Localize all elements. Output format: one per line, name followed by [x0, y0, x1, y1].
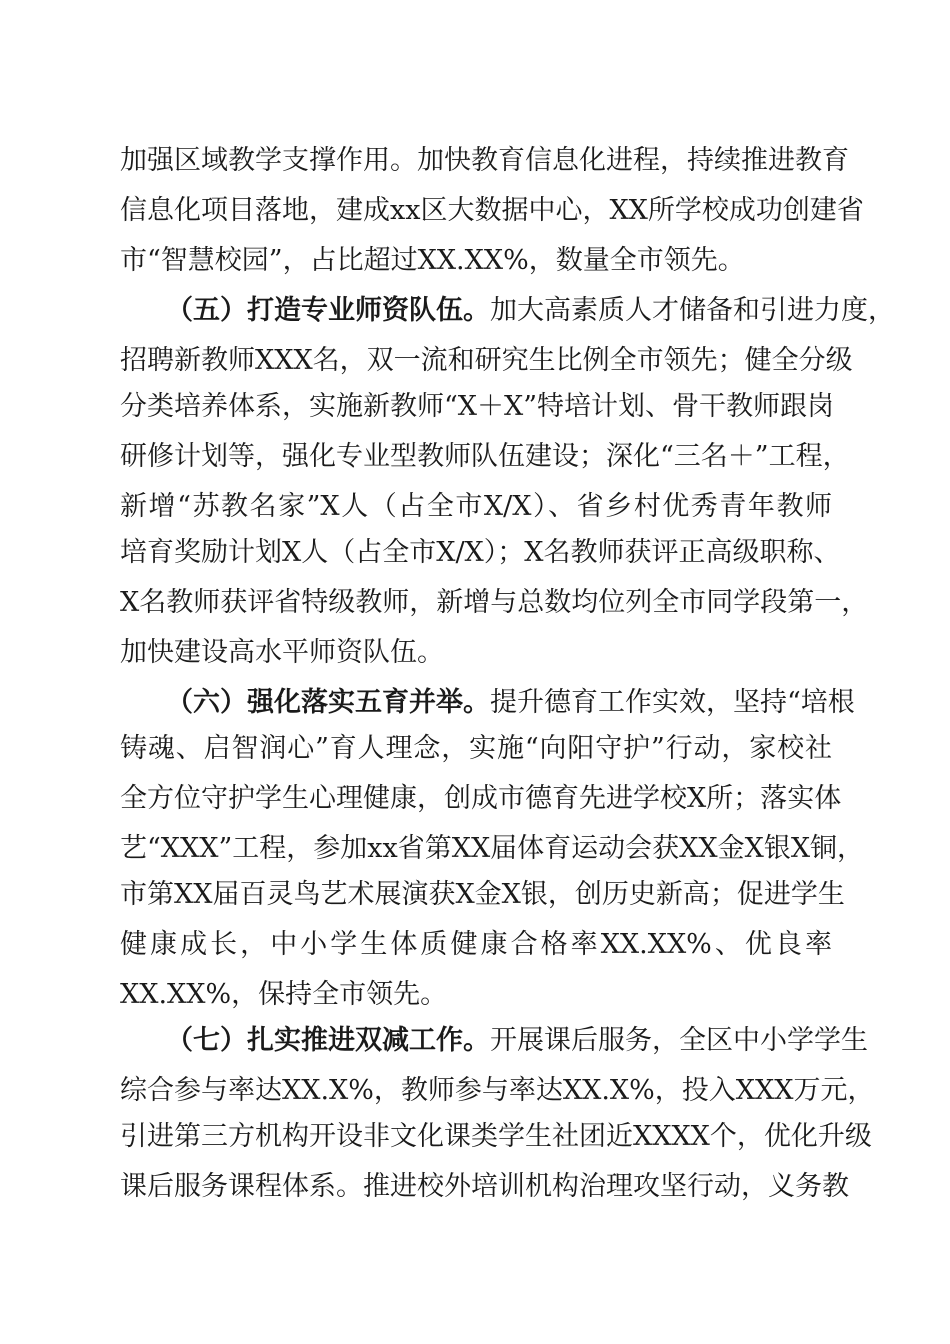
- intro-line-3: 市“智慧校园”，占比超过XX.XX%，数量全市领先。: [120, 245, 745, 276]
- section-7-line-4: 课后服务课程体系。推进校外培训机构治理攻坚行动，义务教: [120, 1171, 849, 1202]
- intro-line-2: 信息化项目落地，建成xx区大数据中心，XX所学校成功创建省: [120, 195, 864, 226]
- intro-line-1: 加强区域教学支撑作用。加快教育信息化进程，持续推进教育: [120, 145, 849, 176]
- section-6-line-5: 市第XX届百灵鸟艺术展演获X金X银，创历史新高；促进学生: [120, 879, 845, 910]
- section-7-first-line-text: 开展课后服务，全区中小学学生: [490, 1025, 868, 1056]
- section-6-first-line-text: 提升德育工作实效，坚持“培根: [490, 687, 855, 718]
- section-6-line-4: 艺“XXX”工程，参加xx省第XX届体育运动会获XX金X银X铜，: [120, 833, 865, 864]
- section-5-line-3: 分类培养体系，实施新教师“X＋X”特培计划、骨干教师跟岗: [120, 391, 835, 422]
- section-5-line-4: 研修计划等，强化专业型教师队伍建设；深化“三名＋”工程，: [120, 441, 850, 472]
- section-5-first-line-text: 加大高素质人才储备和引进力度，: [490, 295, 895, 326]
- section-5-line-2: 招聘新教师XXX名，双一流和研究生比例全市领先；健全分级: [120, 345, 853, 376]
- section-7-heading: （七）扎实推进双减工作。: [166, 1025, 490, 1056]
- section-6-line-6: 健康成长，中小学生体质健康合格率XX.XX%、优良率: [120, 929, 832, 960]
- section-6-line-3: 全方位守护学生心理健康，创成市德育先进学校X所；落实体: [120, 783, 842, 814]
- section-5-line-5: 新增“苏教名家”X人（占全市X/X）、省乡村优秀青年教师: [120, 491, 832, 522]
- section-6-line-7: XX.XX%，保持全市领先。: [120, 979, 448, 1010]
- section-6-first-line: [166, 680, 855, 726]
- section-5-first-line: [166, 288, 895, 334]
- section-6-heading: （六）强化落实五育并举。: [166, 687, 490, 718]
- section-6-line-2: 铸魂、启智润心”育人理念，实施“向阳守护”行动，家校社: [120, 733, 832, 764]
- section-7-line-2: 综合参与率达XX.X%，教师参与率达XX.X%，投入XXX万元，: [120, 1075, 875, 1106]
- section-5-line-8: 加快建设高水平师资队伍。: [120, 637, 444, 668]
- section-5-line-7: X名教师获评省特级教师，新增与总数均位列全市同学段第一，: [120, 587, 869, 618]
- section-5-heading: （五）打造专业师资队伍。: [166, 295, 490, 326]
- section-7-line-3: 引进第三方机构开设非文化课类学生社团近XXXX个，优化升级: [120, 1121, 872, 1152]
- section-7-first-line: [166, 1018, 868, 1064]
- section-5-line-6: 培育奖励计划X人（占全市X/X）；X名教师获评正高级职称、: [120, 537, 841, 568]
